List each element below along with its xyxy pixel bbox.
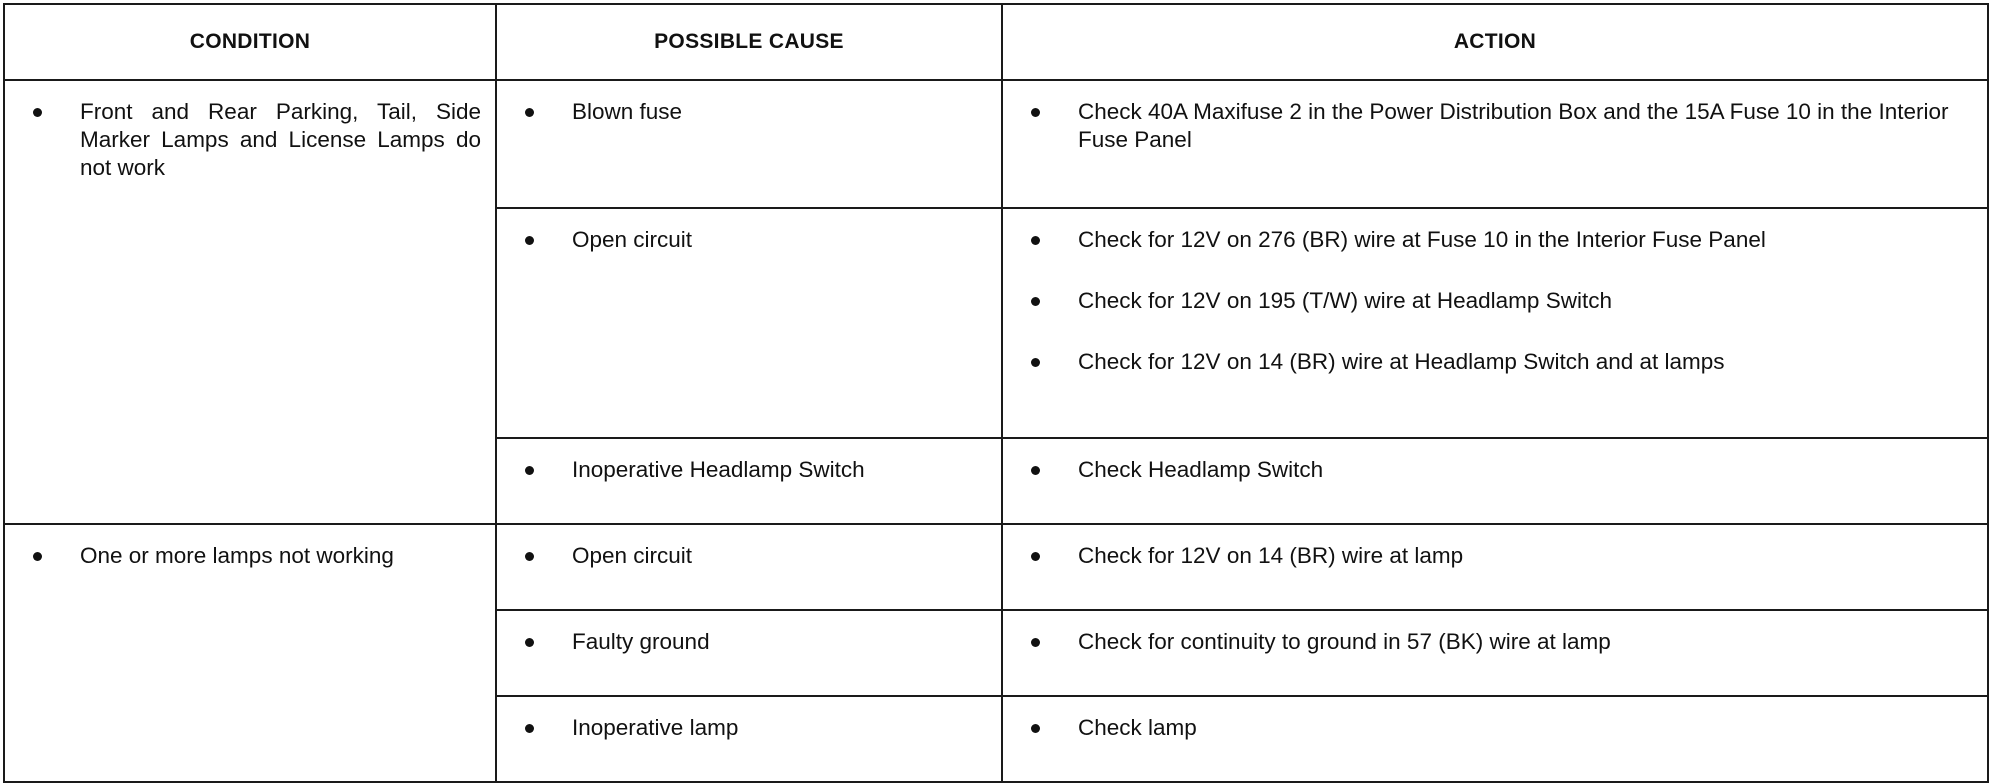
bullet-icon: [33, 552, 42, 561]
header-possible-cause: POSSIBLE CAUSE: [496, 4, 1002, 80]
table-row: [4, 524, 1988, 610]
diagnosis-table: [3, 3, 1989, 783]
action-text: Check lamp: [1078, 715, 1197, 740]
cause-cell: [496, 208, 1002, 438]
action-text: Check for continuity to ground in 57 (BK) wire at lamp: [1078, 629, 1611, 654]
cause-text: Inoperative Headlamp Switch: [572, 457, 865, 482]
bullet-icon: [1031, 358, 1040, 367]
condition-text: Front and Rear Parking, Tail, Side Marker Lamps and License Lamps do not work: [80, 99, 481, 180]
table-header-row: [4, 4, 1988, 80]
cause-cell: [496, 524, 1002, 610]
bullet-icon: [525, 466, 534, 475]
action-cell: [1002, 208, 1988, 438]
cause-text: Faulty ground: [572, 629, 710, 654]
cause-text: Blown fuse: [572, 99, 683, 124]
bullet-icon: [1031, 466, 1040, 475]
cause-cell: [496, 438, 1002, 524]
action-cell: [1002, 524, 1988, 610]
action-cell: [1002, 80, 1988, 208]
action-text: Check for 12V on 14 (BR) wire at Headlamp Switch and at lamps: [1078, 349, 1725, 374]
condition-text: One or more lamps not working: [80, 543, 394, 568]
bullet-icon: [1031, 297, 1040, 306]
bullet-icon: [1031, 108, 1040, 117]
cause-text: Open circuit: [572, 227, 693, 252]
action-cell: [1002, 610, 1988, 696]
header-action: ACTION: [1002, 4, 1988, 80]
action-cell: [1002, 438, 1988, 524]
cause-cell: [496, 610, 1002, 696]
bullet-icon: [525, 724, 534, 733]
table-row: [4, 80, 1988, 208]
action-text: Check Headlamp Switch: [1078, 457, 1324, 482]
cause-cell: [496, 80, 1002, 208]
cause-cell: [496, 696, 1002, 782]
action-text: Check for 12V on 14 (BR) wire at lamp: [1078, 543, 1464, 568]
cause-text: Open circuit: [572, 543, 693, 568]
bullet-icon: [525, 108, 534, 117]
condition-cell: [4, 80, 496, 524]
condition-cell: [4, 524, 496, 782]
action-text: Check for 12V on 276 (BR) wire at Fuse 10 in the Interior Fuse Panel: [1078, 227, 1766, 252]
bullet-icon: [1031, 552, 1040, 561]
bullet-icon: [1031, 638, 1040, 647]
bullet-icon: [1031, 724, 1040, 733]
action-cell: [1002, 696, 1988, 782]
bullet-icon: [525, 638, 534, 647]
bullet-icon: [525, 236, 534, 245]
action-text: Check for 12V on 195 (T/W) wire at Headlamp Switch: [1078, 288, 1612, 313]
bullet-icon: [1031, 236, 1040, 245]
cause-text: Inoperative lamp: [572, 715, 739, 740]
bullet-icon: [525, 552, 534, 561]
bullet-icon: [33, 108, 42, 117]
header-condition: CONDITION: [4, 4, 496, 80]
action-text: Check 40A Maxifuse 2 in the Power Distribution Box and the 15A Fuse 10 in the Interior Fuse Panel: [1078, 99, 1949, 152]
